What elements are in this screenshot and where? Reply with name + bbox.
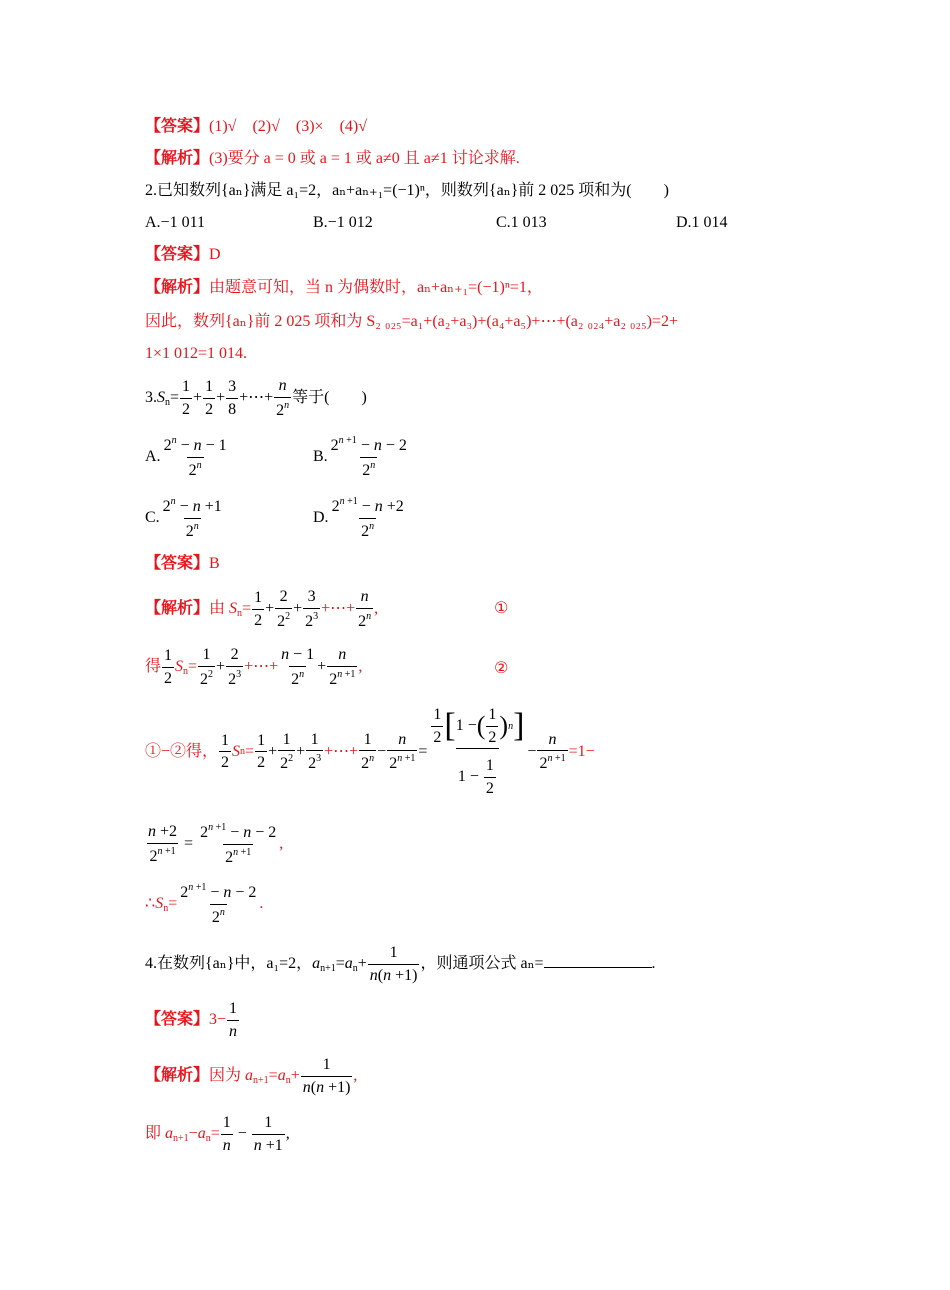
option-label: B.: [313, 447, 328, 465]
q1-analysis-text: (3)要分 a = 0 或 a = 1 或 a≠0 且 a≠1 讨论求解.: [209, 150, 520, 167]
q1-answer-text: (1)√ (2)√ (3)× (4)√: [209, 118, 368, 135]
answer-label: 【答案】: [145, 555, 210, 572]
analysis-label: 【解析】: [145, 150, 210, 167]
q3-analysis-1: 【解析】由 $S_n=$ $\frac{1}{2}$ + $\frac{2}{2^2}$ + $\frac{3}{2^3}$ +⋯+ $\frac{n}{2^n}$ ,: [145, 588, 379, 630]
q2-option-a: A.−1 011: [145, 214, 205, 231]
analysis-word: 即: [145, 1124, 162, 1142]
q4-answer: 【答案】3− $\frac{1}{n}$: [145, 1000, 238, 1040]
q2-analysis-line3: 1×1 012=1 014.: [145, 345, 248, 362]
q3-answer: [145, 556, 220, 572]
option-label: D.: [313, 508, 329, 526]
answer-label: 【答案】: [145, 118, 210, 135]
q3-number: 3.: [145, 388, 157, 406]
analysis-label: 【解析】: [145, 279, 210, 296]
q3-answer-text: B: [209, 555, 220, 572]
q2-analysis-line1: 由题意可知，当 n 为偶数时，aₙ+aₙ₊₁=(−1)ⁿ=1，: [209, 279, 543, 296]
q3-analysis-4: $\frac{n +2}{2^{n +1}}$ = $\frac{2^{n +1} - n - 2}{2^{n +1}}$ ,: [148, 822, 284, 866]
q3-analysis-5: $\therefore S_n=$ $\frac{2^{n +1} - n - 2}{2^n}$ .: [145, 882, 264, 926]
q2-analysis-1: [145, 280, 543, 296]
analysis-word: ①−②得，: [145, 742, 219, 760]
q3-option-c: C. $\frac{2^n - n +1}{2^n}$: [145, 496, 222, 540]
q2-stem: 2.已知数列{aₙ}满足 a₁=2，aₙ+aₙ₊₁=(−1)ⁿ，则数列{aₙ}前 2 025 项和为( ): [145, 182, 669, 199]
q2-option-c: C.1 013: [496, 214, 547, 231]
q2-answer-text: D: [209, 246, 221, 263]
analysis-label: 【解析】: [145, 599, 210, 617]
q2-option-d: D.1 014: [676, 214, 728, 231]
q4-stem: 4.在数列{aₙ}中，a₁=2，$a_{n+1}=a_n+$ $\frac{1}{n(n +1)}$ ，则通项公式 aₙ= .: [145, 944, 656, 984]
marker-1: ①: [494, 598, 509, 617]
therefore-symbol: ∴: [145, 894, 156, 912]
q4-stem-suffix: ，则通项公式 aₙ=: [420, 954, 544, 972]
option-label: C.: [145, 508, 160, 526]
answer-label: 【答案】: [145, 246, 210, 263]
analysis-label: 【解析】: [145, 1066, 210, 1084]
q2-option-b: B.−1 012: [313, 214, 373, 231]
q1-answer: [145, 119, 367, 135]
q1-analysis: [145, 151, 520, 167]
q3-analysis-3: ①−②得， $\frac{1}{2}$ S n = $\frac{1}{2}$ + $\frac{1}{2^2}$ + $\frac{1}{2^3}$ +⋯+ $\frac{1}{2^n}$ − $\frac{n}{2^{n +1}}$ = $\frac{1}{2}$ [ 1 − ( $\frac{1}{2}$ ) n ] 1 − $\frac{1}{2}$ − $\frac{n}{2^{n +1}}$ =1−: [145, 706, 595, 797]
q4-analysis-2: 即 $a_{n+1}-a_n=$ $\frac{1}{n}$ − $\frac{1}{n +1}$ ,: [145, 1114, 290, 1154]
q3-analysis-2: 得 $\frac{1}{2}$ $S_n=$ $\frac{1}{2^2}$ + $\frac{2}{2^3}$ +⋯+ $\frac{n - 1}{2^n}$ + $\frac{n}{2^{n +1}}$ ,: [145, 646, 363, 688]
q3-option-a: A. $\frac{2^n - n - 1}{2^n}$: [145, 435, 227, 479]
q2-analysis-line2: 因此，数列{aₙ}前 2 025 项和为 S₂ ₀₂₅=a₁+(a₂+a₃)+(a₄+a₅)+⋯+(a₂ ₀₂₄+a₂ ₀₂₅)=2+: [145, 313, 679, 330]
analysis-word: 由: [209, 599, 226, 617]
analysis-word: 得: [145, 657, 162, 675]
answer-blank[interactable]: [544, 953, 652, 968]
q2-answer: [145, 247, 221, 263]
q3-stem-suffix: 等于( ): [292, 388, 367, 406]
q3-option-d: D. $\frac{2^{n +1} - n +2}{2^n}$: [313, 496, 404, 540]
q4-answer-prefix: 3−: [209, 1010, 227, 1028]
analysis-word: 因为: [209, 1066, 242, 1084]
q3-stem: $3.S_n=$ $\frac{1}{2}$ + $\frac{1}{2}$ + $\frac{3}{8}$ +⋯+ $\frac{n}{2^n}$ 等于( ): [145, 377, 367, 419]
answer-label: 【答案】: [145, 1010, 210, 1028]
marker-2: ②: [494, 658, 509, 677]
q3-option-b: B. $\frac{2^{n +1} - n - 2}{2^n}$: [313, 435, 407, 479]
q4-stem-prefix: 4.在数列{aₙ}中，a₁=2，: [145, 954, 313, 972]
q4-analysis-1: 【解析】因为 $a_{n+1}=a_n+$ $\frac{1}{n(n +1)}$ ,: [145, 1056, 358, 1096]
option-label: A.: [145, 447, 161, 465]
